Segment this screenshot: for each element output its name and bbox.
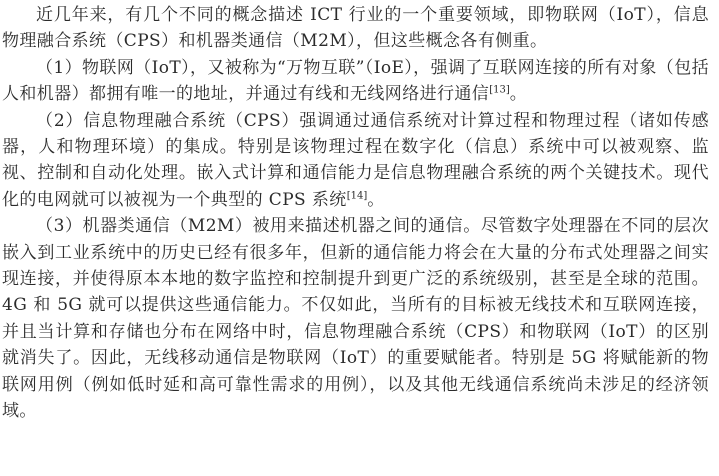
citation-14: [14] <box>346 190 368 202</box>
paragraph-cps-tail: 。 <box>367 189 385 210</box>
paragraph-cps-text: （2）信息物理融合系统（CPS）强调通过通信系统对计算过程和物理过程（诸如传感器，人和物理环境）的集成。特别是该物理过程在数字化（信息）系统中可以被观察、监视、控制和自动化处理。嵌入式计算和通信能力是信息物理融合系统的两个关键技术。现代化的电网就可以被视为一个典型的 CPS 系统 <box>2 110 709 210</box>
paragraph-m2m-text: （3）机器类通信（M2M）被用来描述机器之间的通信。尽管数字处理器在不同的层次嵌入到工业系统中的历史已经有很多年，但新的通信能力将会在大量的分布式处理器之间实现连接，并使得原本本地的数字监控和控制提升到更广泛的系统级别，甚至是全球的范围。4G 和 5G 就可以提供这些通信能力。不仅如此，当所有的目标被无线技术和互联网连接，并且当计算和存储也分布在网络中时，信息物理融合系统（CPS）和物联网（IoT）的区别就消失了。因此，无线移动通信是物联网（IoT）的重要赋能者。特别是 5G 将赋能新的物联网用例（例如低时延和高可靠性需求的用例），以及其他无线通信系统尚未涉足的经济领域。 <box>2 216 709 422</box>
paragraph-intro <box>2 2 709 55</box>
paragraph-iot <box>2 55 709 108</box>
paragraph-iot-text: （1）物联网（IoT），又被称为“万物互联”（IoE），强调了互联网连接的所有对象（包括人和机器）都拥有唯一的地址，并通过有线和无线网络进行通信 <box>2 57 709 105</box>
paragraph-intro-text: 近几年来，有几个不同的概念描述 ICT 行业的一个重要领域，即物联网（IoT），信息物理融合系统（CPS）和机器类通信（M2M），但这些概念各有侧重。 <box>2 5 709 52</box>
paragraph-iot-tail: 。 <box>509 84 528 105</box>
paragraph-m2m <box>2 213 709 424</box>
paragraph-cps <box>2 108 709 214</box>
citation-13: [13] <box>489 84 510 96</box>
